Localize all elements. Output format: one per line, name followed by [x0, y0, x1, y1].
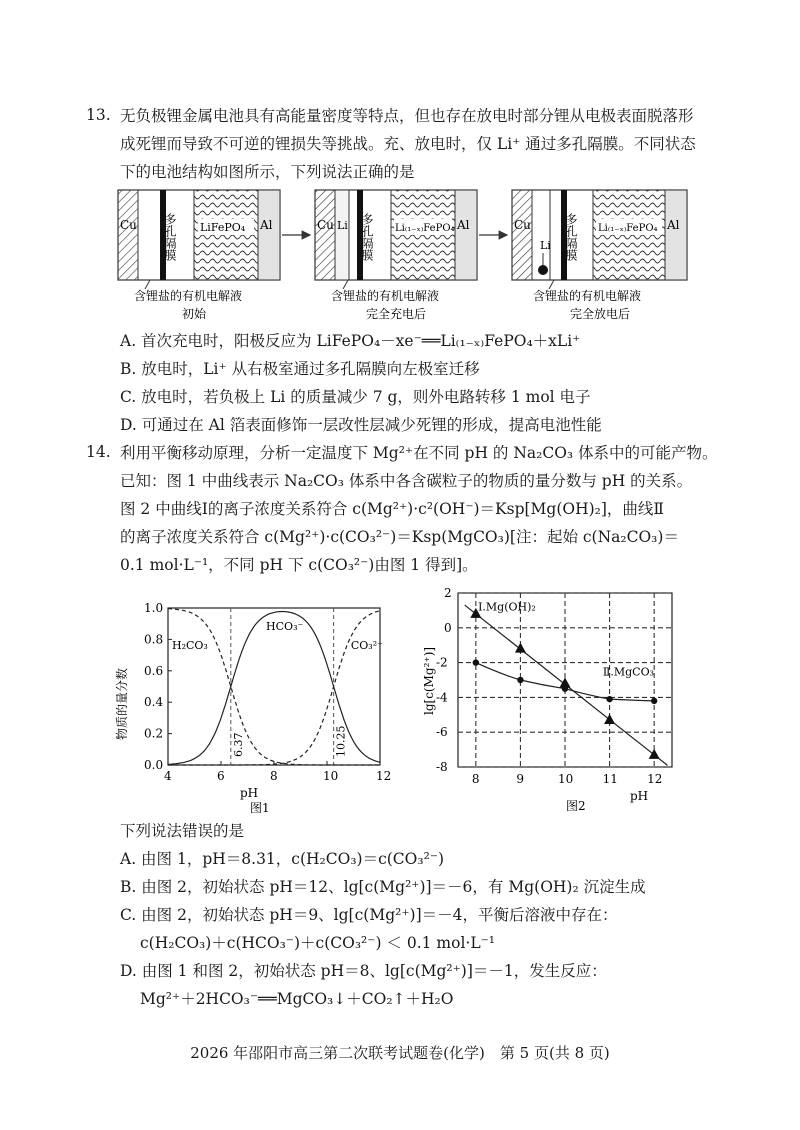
q14-option-c: C. 由图 2，初始状态 pH＝9、lg[c(Mg²⁺)]＝－4，平衡后溶液中存在： — [120, 906, 618, 924]
cell2-cu-label: Cu — [317, 218, 334, 232]
dead-lithium-dot — [538, 265, 548, 275]
fig1-pka-label: 6.37 — [231, 732, 245, 757]
q14-stem-line-2: 已知：图 1 中曲线表示 Na₂CO₃ 体系中各含碳粒子的物质的量分数与 pH 的关系。 — [120, 472, 693, 490]
cell3-al-label: Al — [667, 218, 680, 232]
battery-diagram — [110, 185, 710, 330]
cell2-electrolyte-label: 含锂盐的有机电解液 — [331, 289, 440, 303]
cell3-electrolyte-label: 含锂盐的有机电解液 — [533, 289, 642, 303]
cell2-li-label: Li — [337, 219, 348, 232]
fig2-xtick-label: 10 — [558, 772, 574, 786]
fig2-xtick-label: 8 — [471, 772, 480, 786]
fig1-ytick-label: 0.0 — [144, 758, 164, 772]
fig1-series-label-0: H₂CO₃ — [172, 638, 208, 652]
fig1-xtick-label: 6 — [217, 769, 225, 783]
q14-option-c-cont: c(H₂CO₃)＋c(HCO₃⁻)＋c(CO₃²⁻) ＜ 0.1 mol·L⁻¹ — [140, 934, 496, 952]
fig1-ytick-label: 0.4 — [144, 695, 164, 710]
fig1-xlabel: pH — [240, 786, 259, 800]
cell1-membrane-label: 多孔隔膜 — [163, 213, 177, 261]
fig2-curve-II-point — [473, 659, 479, 665]
cell1-electrolyte-label: 含锂盐的有机电解液 — [134, 289, 243, 303]
fig2-curve-II-point — [517, 677, 523, 683]
fig2-ytick-label: 2 — [444, 586, 452, 600]
fig1-xtick-label: 10 — [323, 769, 339, 783]
cell1-state-label: 初始 — [182, 307, 207, 321]
q13-option-b: B. 放电时，Li⁺ 从右极室通过多孔隔膜向左极室迁移 — [120, 360, 480, 378]
cell3-cathode-label: Li₍₁₋ₓ₎FePO₄ — [598, 223, 658, 234]
cell-discharged — [512, 190, 687, 321]
cell3-state-label: 完全放电后 — [570, 307, 631, 321]
fig2-curve-II-point — [651, 698, 657, 704]
q13-option-c: C. 放电时，若负极上 Li 的质量减少 7 g，则外电路转移 1 mol 电子 — [120, 388, 591, 406]
q13-number: 13. — [86, 106, 111, 124]
fig2-series-label-II: Ⅱ.MgCO₃ — [602, 665, 655, 679]
q14-stem-line-1: 利用平衡移动原理，分析一定温度下 Mg²⁺在不同 pH 的 Na₂CO₃ 体系中的可能产物。 — [120, 444, 718, 462]
cell2-al-label: Al — [457, 218, 470, 232]
fig1-series-label-1: HCO₃⁻ — [266, 619, 304, 633]
fig1-series-label-2: CO₃²⁻ — [350, 638, 383, 652]
fig2-caption: 图2 — [566, 799, 586, 813]
fig1-caption: 图1 — [250, 801, 270, 815]
fig1-xtick-label: 12 — [376, 769, 392, 783]
fig2-curve-II-point — [562, 686, 568, 692]
fig2-ytick-label: 0 — [444, 620, 452, 635]
fig2-curve-I-point — [604, 714, 615, 724]
fig1-xtick-label: 4 — [164, 769, 172, 783]
fig1-ytick-label: 0.6 — [144, 663, 164, 678]
q14-number: 14. — [86, 443, 111, 461]
q13-stem-line-2: 成死锂而导致不可逆的锂损失等挑战。充、放电时，仅 Li⁺ 通过多孔隔膜。不同状态 — [120, 135, 696, 153]
q13-option-d: D. 可通过在 Al 箔表面修饰一层改性层减少死锂的形成，提高电池性能 — [120, 416, 602, 434]
fig2-curve-I-point — [649, 749, 660, 759]
cell1-cu-label: Cu — [120, 218, 137, 232]
q13-stem-line-1: 无负极锂金属电池具有高能量密度等特点，但也存在放电时部分锂从电极表面脱落形 — [120, 107, 694, 125]
cell1-cathode-label: LiFePO₄ — [200, 221, 246, 234]
cell3-li-label: Li — [540, 239, 551, 252]
fig1-xtick-label: 8 — [270, 769, 278, 783]
cell2-membrane-label: 多孔隔膜 — [360, 213, 374, 261]
page-footer: 2026 年邵阳市高三第二次联考试题卷(化学) 第 5 页(共 8 页) — [190, 1044, 610, 1062]
q14-stem-line-4: 的离子浓度关系符合 c(Mg²⁺)·c(CO₃²⁻)＝Ksp(MgCO₃)[注：起始 c(Na₂CO₃)＝ — [120, 528, 679, 546]
q14-stem-line-5: 0.1 mol·L⁻¹，不同 pH 下 c(CO₃²⁻)由图 1 得到]。 — [120, 556, 478, 574]
fig2-curve-II-point — [606, 696, 612, 702]
cell-initial — [118, 190, 280, 321]
fig1-series-1 — [168, 612, 380, 765]
cell2-state-label: 完全充电后 — [366, 307, 427, 321]
fig2-series-label-I: Ⅰ.Mg(OH)₂ — [478, 600, 536, 614]
q14-stem-line-3: 图 2 中曲线Ⅰ的离子浓度关系符合 c(Mg²⁺)·c²(OH⁻)＝Ksp[Mg(OH)₂]，曲线Ⅱ — [120, 500, 664, 518]
cell-charged — [315, 190, 477, 321]
fig2-xtick-label: 9 — [516, 772, 525, 786]
fig2-ytick-label: -4 — [436, 690, 448, 705]
fig2-ytick-label: -8 — [436, 760, 448, 774]
fig1-ytick-label: 0.8 — [144, 632, 164, 647]
fig1-ytick-label: 0.2 — [144, 726, 164, 741]
q13-stem-line-3: 下的电池结构如图所示，下列说法正确的是 — [120, 163, 415, 181]
figure-2-chart — [420, 585, 690, 815]
fig1-series-2 — [168, 611, 380, 765]
fig2-ytick-label: -6 — [436, 725, 448, 740]
fig2-xtick-label: 12 — [647, 772, 663, 786]
fig2-ytick-label: -2 — [436, 655, 448, 670]
q14-option-d-cont: Mg²⁺＋2HCO₃⁻══MgCO₃↓＋CO₂↑＋H₂O — [140, 990, 454, 1008]
fig2-xlabel: pH — [630, 789, 649, 803]
q14-option-d: D. 由图 1 和图 2，初始状态 pH＝8、lg[c(Mg²⁺)]＝－1，发生反应： — [120, 962, 607, 980]
figure-1-chart — [100, 590, 410, 815]
fig2-ylabel: lg[c(Mg²⁺)] — [422, 646, 436, 715]
fig1-ytick-label: 1.0 — [144, 601, 164, 615]
q14-option-b: B. 由图 2，初始状态 pH＝12、lg[c(Mg²⁺)]＝－6，有 Mg(OH)₂ 沉淀生成 — [120, 878, 646, 896]
cell2-cathode-label: Li₍₁₋ₓ₎FePO₄ — [395, 223, 455, 234]
cell1-al-label: Al — [260, 218, 273, 232]
fig2-xtick-label: 11 — [602, 772, 618, 786]
q13-option-a: A. 首次充电时，阳极反应为 LiFePO₄－xe⁻══Li₍₁₋ₓ₎FePO₄＋xLi⁺ — [120, 332, 581, 350]
cell3-cu-label: Cu — [514, 218, 531, 232]
q14-option-a: A. 由图 1，pH＝8.31，c(H₂CO₃)＝c(CO₃²⁻) — [120, 850, 445, 868]
fig1-ylabel: 物质的量分数 — [115, 667, 129, 740]
cell3-membrane-label: 多孔隔膜 — [564, 213, 578, 261]
fig2-curve-I-point — [515, 643, 526, 653]
fig1-pka-label: 10.25 — [334, 725, 348, 757]
q14-after-figures: 下列说法错误的是 — [120, 822, 245, 840]
